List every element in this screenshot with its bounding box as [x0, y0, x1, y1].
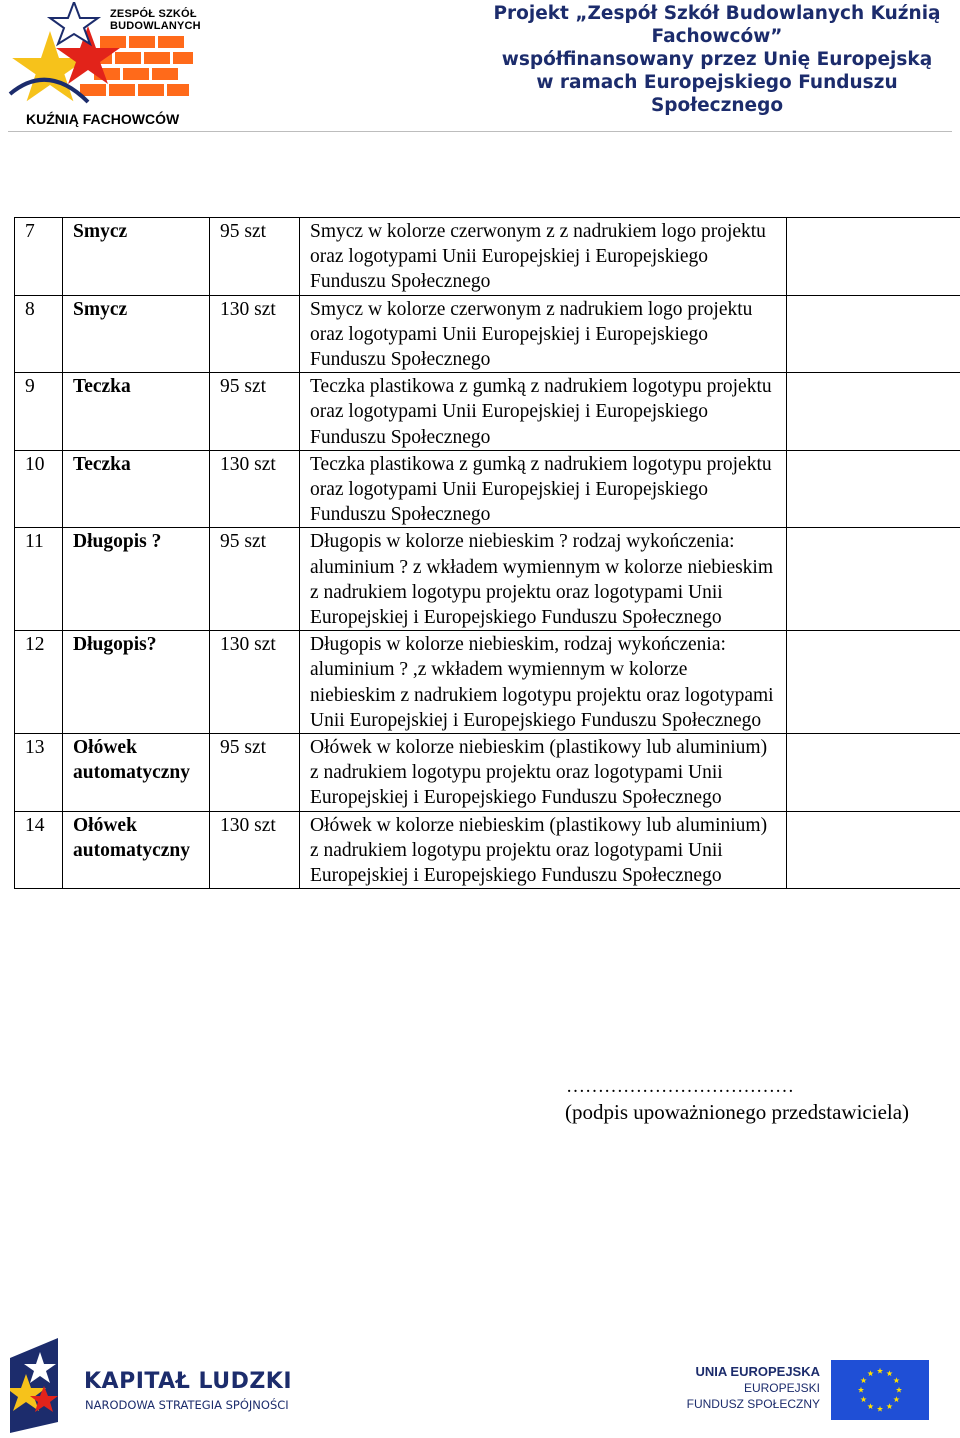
eu-text-line1: UNIA EUROPEJSKA	[696, 1364, 820, 1379]
item-quantity: 95 szt	[210, 528, 300, 631]
project-title-line: współfinansowany przez Unię Europejską	[482, 48, 952, 71]
item-quantity: 95 szt	[210, 734, 300, 812]
item-quantity: 95 szt	[210, 218, 300, 296]
table-row	[15, 528, 960, 631]
project-title-line: w ramach Europejskiego Funduszu	[482, 71, 952, 94]
item-quantity: 130 szt	[210, 811, 300, 889]
item-description: Długopis w kolorze niebieskim, rodzaj wykończenia: aluminium ? ,z wkładem wymiennym w kolorze niebieskim z nadrukiem logotypu projektu oraz logotypami Unii Europejskiej i Europejskiego Funduszu Społecznego	[300, 631, 787, 734]
item-quantity: 130 szt	[210, 450, 300, 528]
item-quantity: 130 szt	[210, 631, 300, 734]
item-quantity: 95 szt	[210, 373, 300, 451]
item-name: Teczka	[63, 450, 210, 528]
eu-flag-icon	[831, 1360, 929, 1420]
item-description: Smycz w kolorze czerwonym z nadrukiem logo projektu oraz logotypami Unii Europejskiej i Europejskiego Funduszu Społecznego	[300, 295, 787, 373]
item-empty-cell	[787, 218, 960, 296]
row-number: 10	[15, 450, 63, 528]
kapital-ludzki-title: KAPITAŁ LUDZKI	[84, 1369, 292, 1394]
kapital-ludzki-flag-icon	[10, 1338, 70, 1433]
row-number: 9	[15, 373, 63, 451]
kapital-ludzki-logo	[10, 1338, 310, 1433]
table-row	[15, 631, 960, 734]
item-description: Długopis w kolorze niebieskim ? rodzaj wykończenia: aluminium ? z wkładem wymiennym w kolorze niebieskim z nadrukiem logotypu projektu oraz logotypami Unii Europejskiej i Europejskiego Funduszu Społecznego	[300, 528, 787, 631]
project-title-line: Społecznego	[482, 94, 952, 117]
eu-logo	[680, 1358, 936, 1420]
row-number: 12	[15, 631, 63, 734]
item-name: Teczka	[63, 373, 210, 451]
logo-text-line2: BUDOWLANYCH	[110, 20, 201, 32]
item-empty-cell	[787, 450, 960, 528]
row-number: 14	[15, 811, 63, 889]
item-name: Smycz	[63, 295, 210, 373]
table-row	[15, 218, 960, 296]
row-number: 13	[15, 734, 63, 812]
item-description: Smycz w kolorze czerwonym z z nadrukiem logo projektu oraz logotypami Unii Europejskiej i Europejskiego Funduszu Społecznego	[300, 218, 787, 296]
table-row	[15, 450, 960, 528]
project-title-line: Projekt „Zespół Szkół Budowlanych Kuźnią	[482, 2, 952, 25]
item-description: Teczka plastikowa z gumką z nadrukiem logotypu projektu oraz logotypami Unii Europejskiej i Europejskiego Funduszu Społecznego	[300, 373, 787, 451]
item-empty-cell	[787, 631, 960, 734]
row-number: 8	[15, 295, 63, 373]
row-number: 7	[15, 218, 63, 296]
page-header	[0, 0, 960, 134]
project-title	[482, 2, 952, 117]
table-row	[15, 373, 960, 451]
table-row	[15, 811, 960, 889]
signature-line: ………………………………	[566, 1076, 794, 1098]
item-description: Ołówek w kolorze niebieskim (plastikowy lub aluminium) z nadrukiem logotypu projektu oraz logotypami Unii Europejskiej i Europejskiego Funduszu Społecznego	[300, 734, 787, 812]
item-empty-cell	[787, 528, 960, 631]
item-name: Ołówek automatyczny	[63, 734, 210, 812]
eu-text-line2: EUROPEJSKI	[744, 1381, 820, 1395]
header-divider	[8, 131, 952, 132]
table-row	[15, 734, 960, 812]
item-name: Długopis?	[63, 631, 210, 734]
item-name: Smycz	[63, 218, 210, 296]
logo-tagline: KUŹNIĄ FACHOWCÓW	[26, 111, 179, 127]
school-logo	[8, 2, 208, 130]
items-table	[14, 217, 960, 889]
eu-text-line3: FUNDUSZ SPOŁECZNY	[687, 1397, 820, 1411]
kapital-ludzki-subtitle: NARODOWA STRATEGIA SPÓJNOŚCI	[85, 1398, 289, 1412]
logo-text-line1: ZESPÓŁ SZKÓŁ	[110, 8, 197, 20]
signature-label: (podpis upoważnionego przedstawiciela)	[565, 1100, 909, 1125]
item-quantity: 130 szt	[210, 295, 300, 373]
item-description: Teczka plastikowa z gumką z nadrukiem logotypu projektu oraz logotypami Unii Europejskiej i Europejskiego Funduszu Społecznego	[300, 450, 787, 528]
item-empty-cell	[787, 295, 960, 373]
item-empty-cell	[787, 373, 960, 451]
item-name: Ołówek automatyczny	[63, 811, 210, 889]
project-title-line: Fachowców”	[482, 25, 952, 48]
row-number: 11	[15, 528, 63, 631]
item-empty-cell	[787, 734, 960, 812]
item-name: Długopis ?	[63, 528, 210, 631]
item-description: Ołówek w kolorze niebieskim (plastikowy lub aluminium) z nadrukiem logotypu projektu oraz logotypami Unii Europejskiej i Europejskiego Funduszu Społecznego	[300, 811, 787, 889]
table-row	[15, 295, 960, 373]
item-empty-cell	[787, 811, 960, 889]
